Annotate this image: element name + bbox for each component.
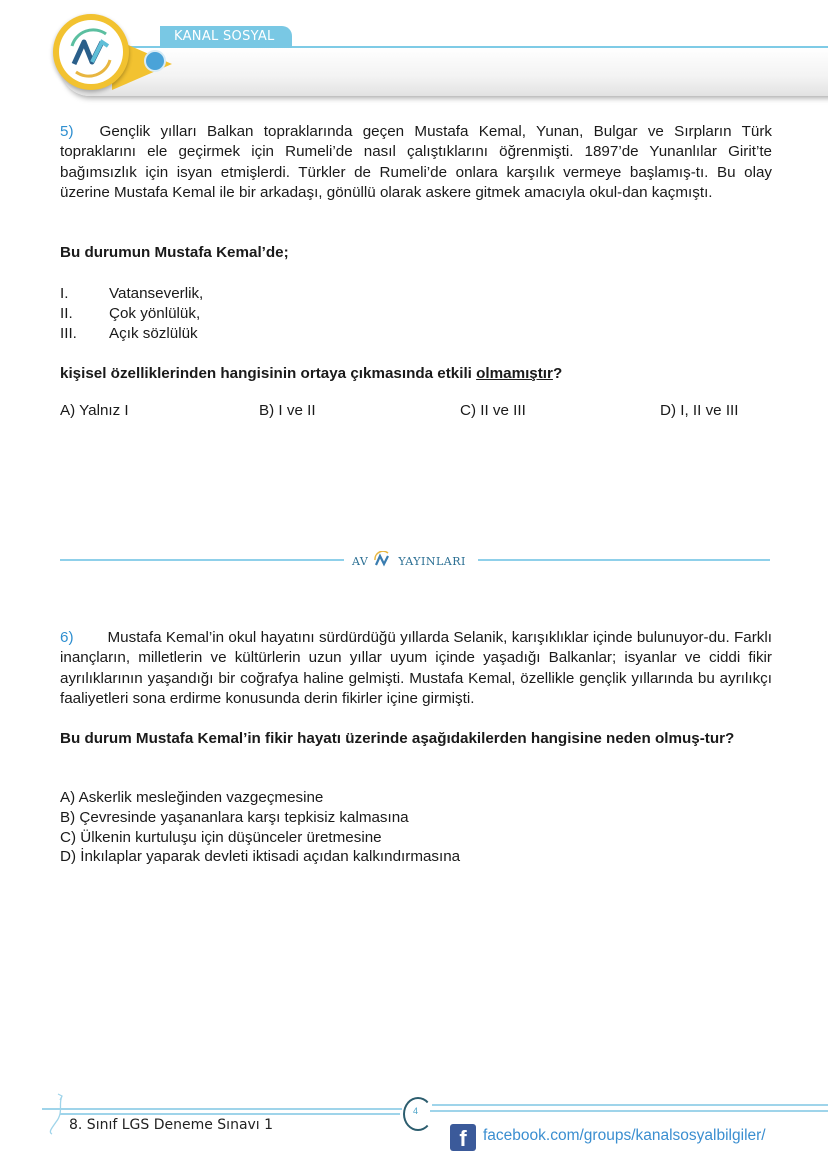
divider-label-yayinlari: YAYINLARI [398, 555, 466, 568]
brand-tab-label: KANAL SOSYAL [174, 29, 275, 44]
stem-text: Bu durum Mustafa Kemal’in fikir hayatı üzerinde aşağıdakilerden hangisine neden olmuş-tur? [60, 730, 735, 747]
roman-item [60, 304, 200, 324]
passage-text: Gençlik yılları Balkan topraklarında geçen Mustafa Kemal, Yunan, Bulgar ve Sırpların Türk topraklarını ele geçirmek için Rumeli’de nasıl çalıştıklarını öğrenmişti. 1897’de Yunanlılar Girit’te bağımsızlık için isyan etmişlerdi. Türkler de Rumeli’de onlara karşılık vermeye başlamış-tı. Bu olay üzerine Mustafa Kemal ile bir arkadaşı, gönüllü olarak askere gitmek amacıyla okul-dan kaçmıştı. [60, 123, 772, 201]
question-6-passage [60, 628, 772, 709]
choice-a[interactable]: A) Askerlik mesleğinden vazgeçmesine [60, 789, 324, 806]
passage-text: Mustafa Kemal’in okul hayatını sürdürdüğü yıllarda Selanik, karışıklıklar içinde bulunuyor-du. Farklı inançların, milletlerin ve kültürlerin uzun yıllar uyum içinde yaşadığı Balkanlar; isyanlar ve ciddi fikir ayrılıklarının yaşandığı bir coğrafya haline gelmişti. Mustafa Kemal, özellikle gençlik yıllarında bu ayrılıkçı faaliyetleri sona erdirme konusunda derin fikirler içine girmişti. [60, 629, 772, 707]
stem-mark: ? [552, 365, 563, 382]
roman-text: Vatanseverlik, [109, 285, 204, 302]
divider-label-av: AV [352, 555, 369, 568]
roman-numeral: III. [60, 325, 77, 342]
compass-icon [144, 50, 166, 72]
choice-d[interactable]: D) İnkılaplar yaparak devleti iktisadi açıdan kalkındırmasına [60, 848, 461, 866]
av-logo-icon [62, 24, 120, 82]
roman-text: Açık sözlülük [109, 325, 198, 342]
choice-d[interactable]: D) I, II ve III [660, 402, 739, 419]
roman-item [60, 324, 198, 344]
question-number: 6) [60, 629, 74, 646]
roman-item [60, 284, 203, 304]
page-number: 4 [413, 1106, 419, 1116]
divider-line-right [478, 559, 770, 561]
question-6-stem [60, 729, 772, 749]
footer-line [42, 1108, 402, 1110]
page-header [0, 0, 828, 110]
footer-line [430, 1110, 828, 1112]
choice-c[interactable]: C) II ve III [460, 402, 526, 419]
choice-b[interactable]: B) Çevresinde yaşananlara karşı tepkisiz kalmasına [60, 808, 409, 826]
exam-title: 8. Sınıf LGS Deneme Sınavı 1 [69, 1117, 274, 1133]
question-5-stem [60, 364, 772, 384]
choice-b[interactable]: B) I ve II [259, 402, 316, 419]
section-divider [60, 550, 770, 570]
footer-line [432, 1104, 828, 1106]
roman-numeral: II. [60, 305, 73, 322]
facebook-icon[interactable]: f [450, 1124, 476, 1151]
divider-line-left [60, 559, 344, 561]
question-5-lead: Bu durumun Mustafa Kemal’de; [60, 244, 289, 261]
header-banner [60, 46, 828, 96]
av-small-logo-icon [372, 551, 394, 569]
stem-text: kişisel özelliklerinden hangisinin ortaya çıkmasında etkili [60, 365, 477, 382]
facebook-link[interactable]: facebook.com/groups/kanalsosyalbilgiler/ [483, 1127, 766, 1144]
divider-label [352, 551, 466, 569]
question-5-passage [60, 122, 772, 203]
footer-line [60, 1113, 400, 1115]
question-number: 5) [60, 123, 74, 140]
roman-text: Çok yönlülük, [109, 305, 201, 322]
choice-a[interactable]: A) Yalnız I [60, 402, 129, 419]
choice-c[interactable]: C) Ülkenin kurtuluşu için düşünceler üretmesine [60, 828, 382, 846]
roman-numeral: I. [60, 285, 69, 302]
question-6-choices [60, 788, 460, 867]
stem-negation: olmamıştır [476, 365, 553, 382]
